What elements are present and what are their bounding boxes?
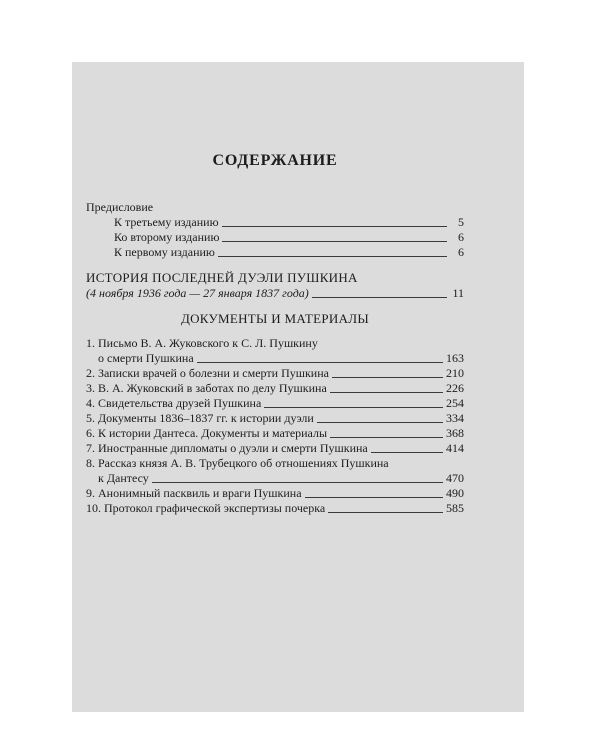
entry-label: 5. Документы 1836–1837 гг. к истории дуэли — [86, 411, 314, 425]
entry-label: К первому изданию — [114, 245, 215, 259]
leader-line — [222, 226, 447, 227]
leader-line — [197, 362, 443, 363]
entry-page: 334 — [446, 411, 464, 425]
entry-page: 163 — [446, 351, 464, 365]
entry-label: 6. К истории Дантеса. Документы и материалы — [86, 426, 328, 440]
entry-label: 7. Иностранные дипломаты о дуэли и смерти Пушкина — [86, 441, 368, 455]
toc-entry-5 — [86, 411, 464, 426]
entry-page: 368 — [446, 426, 464, 440]
leader-line — [305, 497, 443, 498]
leader-line — [264, 407, 443, 408]
documents-heading: ДОКУМЕНТЫ И МАТЕРИАЛЫ — [180, 311, 370, 326]
entry-label: 10. Протокол графической экспертизы почерка — [86, 501, 326, 515]
entry-page: 5 — [458, 215, 464, 229]
toc-entry-third-edition — [86, 215, 464, 230]
entry-label: к Дантесу — [98, 471, 149, 485]
entry-page: 490 — [446, 486, 464, 500]
toc-entry-1 — [86, 351, 464, 366]
toc-title: СОДЕРЖАНИЕ — [212, 152, 338, 169]
entry-label: 3. В. А. Жуковский в заботах по делу Пушкина — [86, 381, 327, 395]
entry-page: 11 — [452, 286, 464, 300]
entry-page: 6 — [458, 230, 464, 244]
entry-label: 4. Свидетельства друзей Пушкина — [86, 396, 262, 410]
toc-entry-7 — [86, 441, 464, 456]
book-page — [72, 62, 524, 712]
leader-line — [222, 241, 447, 242]
preface-heading: Предисловие — [86, 200, 154, 214]
entry-page: 470 — [446, 471, 464, 485]
entry-label: 9. Анонимный пасквиль и враги Пушкина — [86, 486, 302, 500]
history-heading: ИСТОРИЯ ПОСЛЕДНЕЙ ДУЭЛИ ПУШКИНА — [86, 270, 358, 285]
leader-line — [332, 377, 443, 378]
leader-line — [218, 256, 447, 257]
leader-line — [152, 482, 443, 483]
leader-line — [330, 392, 443, 393]
toc-entry-4 — [86, 396, 464, 411]
leader-line — [330, 437, 443, 438]
toc-entry-second-edition — [86, 230, 464, 245]
leader-line — [317, 422, 443, 423]
toc-entry-3 — [86, 381, 464, 396]
leader-line — [328, 512, 443, 513]
entry-label: 2. Записки врачей о болезни и смерти Пушкина — [86, 366, 329, 380]
table-of-contents — [86, 152, 464, 516]
entry-label: Ко второму изданию — [114, 230, 220, 244]
entry-page: 254 — [446, 396, 464, 410]
entry-label: о смерти Пушкина — [98, 351, 194, 365]
toc-entry-1-line1: 1. Письмо В. А. Жуковского к С. Л. Пушкину — [86, 336, 318, 350]
history-dates: (4 ноября 1936 года — 27 января 1837 года) — [86, 286, 309, 300]
entry-page: 210 — [446, 366, 464, 380]
toc-entry-2 — [86, 366, 464, 381]
leader-line — [371, 452, 443, 453]
toc-entry-9 — [86, 486, 464, 501]
entry-page: 414 — [446, 441, 464, 455]
entry-page: 6 — [458, 245, 464, 259]
entry-label: К третьему изданию — [114, 215, 219, 229]
leader-line — [312, 297, 447, 298]
entry-page: 585 — [446, 501, 464, 515]
toc-entry-10 — [86, 501, 464, 516]
toc-entry-8 — [86, 471, 464, 486]
entry-page: 226 — [446, 381, 464, 395]
toc-entry-6 — [86, 426, 464, 441]
toc-entry-first-edition — [86, 245, 464, 260]
toc-entry-8-line1: 8. Рассказ князя А. В. Трубецкого об отношениях Пушкина — [86, 456, 389, 470]
toc-entry-history — [86, 286, 464, 301]
